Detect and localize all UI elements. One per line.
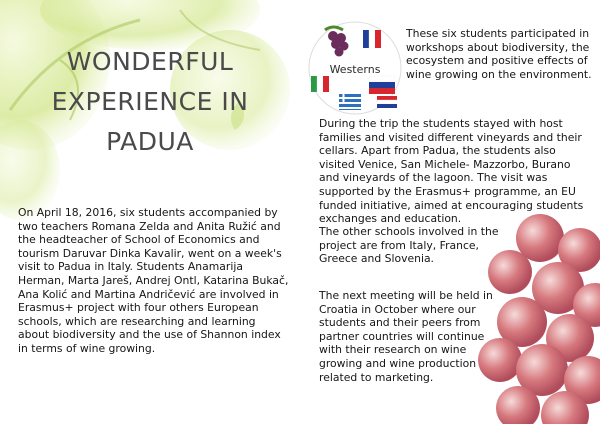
right-paragraph-3: The other schools involved in the project are from Italy, France, Greece and Slovenia. bbox=[319, 225, 499, 266]
article-intro-paragraph: On April 18, 2016, six students accompanied by two teachers Romana Zelda and Anita Ružić and the headteacher of School of Economics and tourism Daruvar Dinka Kavalir, went on a week's visit to Padua in Italy. Students Anamarija Herman, Marta Jareš, Andrej Ontl, Katarina Bukač, Ana Kolić and Martina Andričević are involved in Erasmus+ project with four others European schools, which are researching and learning about biodiversity and the use of Shannon index in terms of wine growing. bbox=[18, 206, 289, 355]
title-line-2: EXPERIENCE IN bbox=[51, 87, 249, 116]
title-line-3: PADUA bbox=[106, 127, 194, 156]
right-paragraph-2: During the trip the students stayed with host families and visited different vineyards and their cellars. Apart from Padua, the students also visited Venice, San Michele- Mazzorbo, Burano and vineyards of the lagoon. The visit was supported by the Erasmus+ programme, an EU funded initiative, aimed at encouraging students exchanges and education. bbox=[319, 117, 584, 226]
right-paragraph-1: These six students participated in workshops about biodiversity, the ecosystem and positive effects of wine growing on the environment. bbox=[406, 27, 592, 81]
erasmus-project-logo-icon bbox=[305, 18, 405, 118]
page-title bbox=[30, 42, 270, 162]
title-line-1: WONDERFUL bbox=[66, 47, 234, 76]
logo-label: Westerns bbox=[329, 63, 381, 76]
right-paragraph-4: The next meeting will be held in Croatia in October where our students and their peers from partner countries will continue with their research on wine growing and wine production related to marketing. bbox=[319, 289, 493, 384]
